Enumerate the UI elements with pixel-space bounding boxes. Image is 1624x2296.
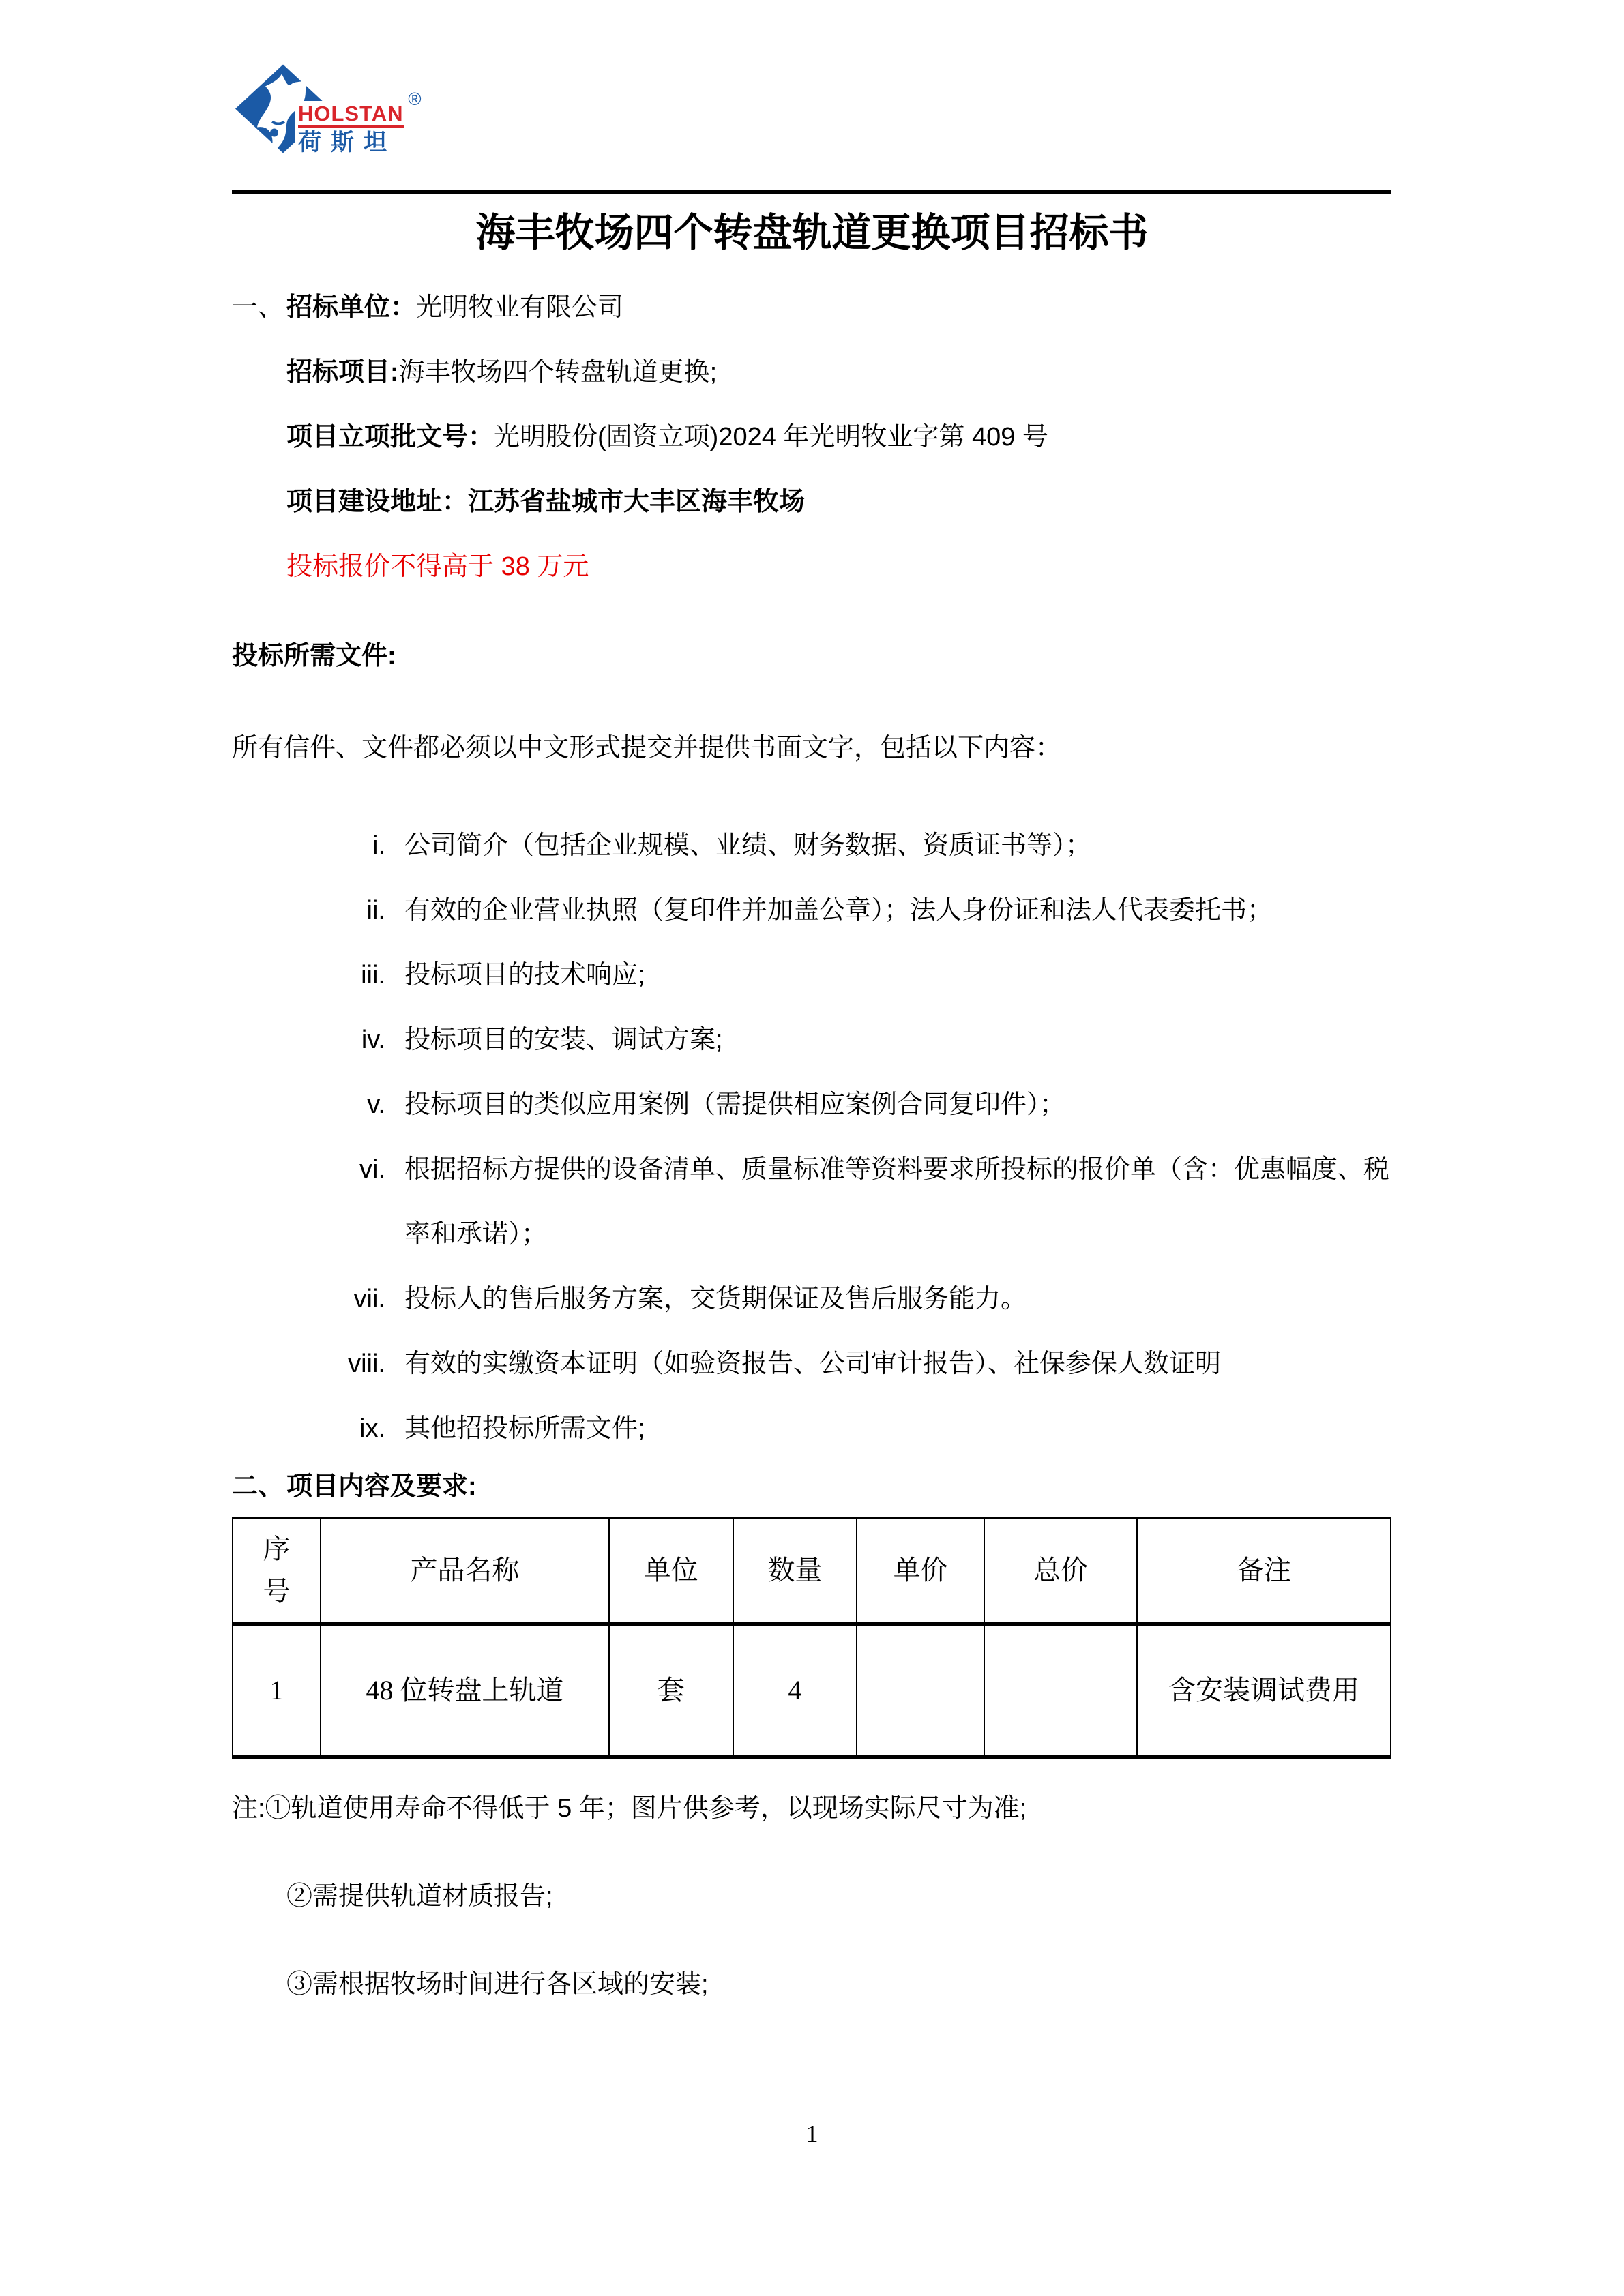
list-item-numeral: v. — [367, 1090, 385, 1119]
list-item — [232, 1397, 1391, 1461]
section1-label: 招标单位： — [286, 293, 417, 322]
list-item-text: 投标人的售后服务方案，交货期保证及售后服务能力。 — [404, 1285, 1027, 1313]
column-header-product: 产品名称 — [321, 1518, 609, 1624]
column-header-remark: 备注 — [1137, 1518, 1391, 1624]
note-line: 注:①轨道使用寿命不得低于 5 年；图片供参考，以现场实际尺寸为准; — [232, 1793, 1027, 1823]
list-item — [232, 814, 1391, 878]
intro-line-value: 海丰牧场四个转盘轨道更换; — [398, 358, 718, 387]
list-item-numeral: vii. — [353, 1285, 385, 1313]
list-item-numeral: viii. — [348, 1350, 385, 1378]
header-divider — [232, 190, 1391, 194]
cell-total-price — [984, 1624, 1137, 1757]
list-item — [232, 1073, 1391, 1137]
column-header-unit: 单位 — [609, 1518, 733, 1624]
list-item-text: 有效的实缴资本证明（如验资报告、公司审计报告）、社保参保人数证明 — [404, 1350, 1222, 1378]
company-logo — [235, 63, 529, 166]
cell-unit-price — [857, 1624, 984, 1757]
intro-line-label: 项目建设地址： — [286, 488, 469, 516]
intro-line-project — [232, 340, 1391, 405]
required-docs-list — [232, 814, 1391, 1461]
cell-product: 48 位转盘上轨道 — [321, 1624, 609, 1757]
note-line: ③需根据牧场时间进行各区域的安装; — [286, 1969, 709, 1999]
list-item-numeral: iii. — [361, 961, 385, 989]
list-item-text: 投标项目的安装、调试方案; — [404, 1026, 723, 1054]
column-header-unit-price: 单价 — [857, 1518, 984, 1624]
cell-qty: 4 — [733, 1624, 857, 1757]
price-limit-warning: 投标报价不得高于 38 万元 — [286, 552, 589, 581]
list-item-numeral: ix. — [359, 1414, 385, 1443]
list-item-text: 投标项目的类似应用案例（需提供相应案例合同复印件）； — [404, 1090, 1066, 1119]
intro-line-address — [232, 470, 1391, 535]
intro-line-value: 江苏省盐城市大丰区海丰牧场 — [468, 488, 806, 516]
document-body — [232, 275, 1391, 2017]
list-item-text: 有效的企业营业执照（复印件并加盖公章）；法人身份证和法人代表委托书； — [404, 896, 1273, 925]
list-item — [232, 1008, 1391, 1073]
page-number: 1 — [806, 2119, 818, 2147]
list-item-text: 公司简介（包括企业规模、业绩、财务数据、资质证书等）； — [404, 831, 1092, 860]
list-item-text: 根据招标方提供的设备清单、质量标准等资料要求所投标的报价单（含：优惠幅度、税率和承诺）； — [404, 1155, 1390, 1249]
cell-seq: 1 — [233, 1624, 321, 1757]
column-header-total-price: 总价 — [984, 1518, 1137, 1624]
brand-name-zh: 荷斯坦 — [298, 130, 396, 155]
column-header-qty: 数量 — [733, 1518, 857, 1624]
list-item — [232, 1332, 1391, 1397]
cell-remark: 含安装调试费用 — [1137, 1624, 1391, 1757]
section1-heading — [232, 275, 1391, 340]
list-item — [232, 1267, 1391, 1332]
section1-number: 一、 — [232, 293, 284, 322]
list-item — [232, 1137, 1391, 1267]
brand-name-en: HOLSTAN — [298, 102, 404, 128]
intro-line-value: 光明股份(固资立项)2024 年光明牧业字第 409 号 — [494, 423, 1048, 451]
notes-block — [232, 1776, 1391, 2017]
intro-line-approval — [232, 405, 1391, 470]
page-title: 海丰牧场四个转盘轨道更换项目招标书 — [475, 211, 1149, 255]
column-header-seq: 序号 — [233, 1518, 321, 1624]
section2-heading — [232, 1465, 1391, 1508]
registered-trademark-icon: ® — [408, 89, 422, 109]
list-item-numeral: iv. — [361, 1026, 385, 1054]
section1-value: 光明牧业有限公司 — [416, 293, 624, 322]
intro-line-label: 招标项目: — [286, 358, 399, 387]
note-line: ②需提供轨道材质报告; — [286, 1881, 553, 1911]
list-item-numeral: ii. — [366, 896, 385, 925]
docs-heading: 投标所需文件: — [232, 642, 396, 670]
logo-wordmark — [295, 89, 422, 158]
list-item — [232, 878, 1391, 943]
list-item-numeral: i. — [372, 831, 385, 860]
product-table — [232, 1517, 1391, 1759]
section2-label: 项目内容及要求: — [286, 1472, 477, 1501]
intro-line-label: 项目立项批文号： — [286, 423, 494, 451]
list-item-numeral: vi. — [359, 1155, 385, 1184]
list-item-text: 投标项目的技术响应; — [404, 961, 645, 989]
docs-notice: 所有信件、文件都必须以中文形式提交并提供书面文字，包括以下内容： — [232, 734, 1062, 762]
list-item — [232, 943, 1391, 1008]
section2-number: 二、 — [232, 1472, 284, 1501]
list-item-text: 其他招投标所需文件; — [404, 1414, 645, 1443]
table-header-row — [233, 1518, 1391, 1624]
cell-unit: 套 — [609, 1624, 733, 1757]
table-row — [233, 1624, 1391, 1757]
